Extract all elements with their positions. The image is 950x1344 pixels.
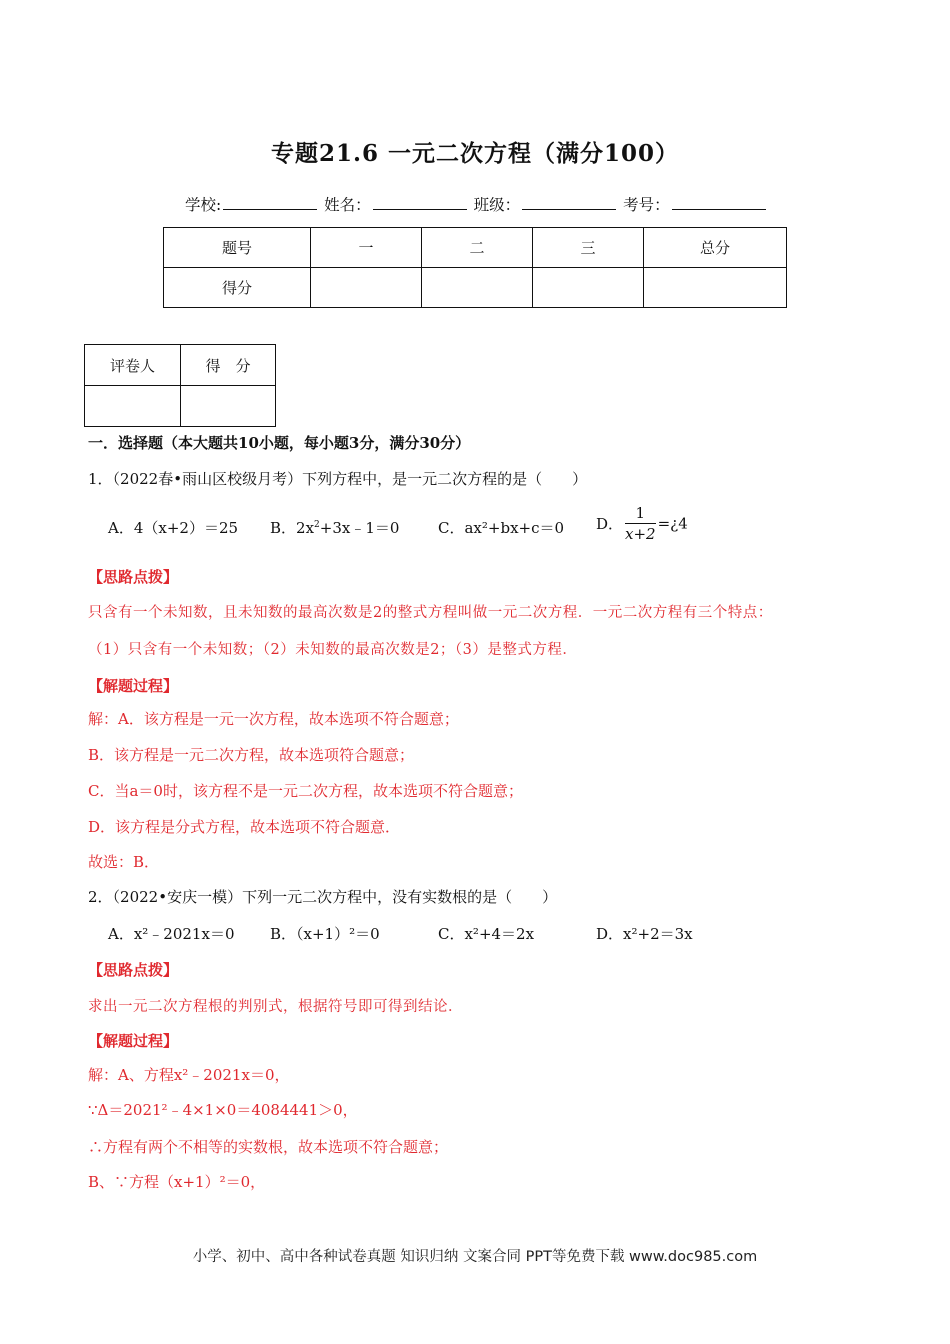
name-blank[interactable] bbox=[373, 195, 467, 210]
q1-hint-line-2: （1）只含有一个未知数；（2）未知数的最高次数是2；（3）是整式方程． bbox=[88, 642, 578, 658]
school-label: 学校: bbox=[185, 196, 222, 214]
page-title: 专题21.6 一元二次方程（满分100） bbox=[270, 140, 680, 167]
page-footer: 小学、初中、高中各种试卷真题 知识归纳 文案合同 PPT等免费下载 www.doc985.com bbox=[192, 1249, 758, 1265]
q2-hint-tag: 【思路点拨】 bbox=[88, 961, 179, 979]
score-table-score-row bbox=[164, 268, 787, 308]
q2-option-c: C．x²+4＝2x bbox=[438, 925, 535, 943]
q1-solution-line-2: B．该方程是一元二次方程，故本选项符合题意； bbox=[88, 746, 415, 764]
score-cell[interactable] bbox=[422, 268, 533, 308]
score-row-label: 得分 bbox=[164, 268, 311, 308]
student-info-line bbox=[185, 193, 768, 215]
class-blank[interactable] bbox=[522, 195, 616, 210]
school-blank[interactable] bbox=[223, 195, 317, 210]
q1-solution-line-4: D．该方程是分式方程，故本选项不符合题意． bbox=[88, 818, 401, 836]
section-title: 一．选择题（本大题共10小题，每小题3分，满分30分） bbox=[88, 434, 471, 452]
q1-option-c: C．ax²+bx+c＝0 bbox=[438, 519, 565, 537]
score-table-header-row bbox=[164, 228, 787, 268]
q1-option-d-label: D． bbox=[596, 515, 624, 533]
q1-option-d-fraction bbox=[625, 503, 656, 544]
score-cell[interactable] bbox=[644, 268, 787, 308]
number-label: 考号： bbox=[623, 196, 670, 214]
q1-stem: 1．（2022春•雨山区校级月考）下列方程中，是一元二次方程的是（ ） bbox=[88, 470, 588, 488]
score-cell[interactable] bbox=[533, 268, 644, 308]
score-cell[interactable] bbox=[311, 268, 422, 308]
grader-header-cell: 评卷人 bbox=[85, 345, 181, 386]
q1-solution-line-1: 解：A．该方程是一元一次方程，故本选项不符合题意； bbox=[88, 710, 459, 728]
q1-solution-line-5: 故选：B． bbox=[88, 853, 160, 871]
q1-option-d-rest: =¿4 bbox=[657, 514, 688, 533]
header-cell: 题号 bbox=[164, 228, 311, 268]
q1-option-b-exponent: 2 bbox=[314, 520, 320, 530]
header-cell: 二 bbox=[422, 228, 533, 268]
q1-solution-tag: 【解题过程】 bbox=[88, 677, 179, 695]
q2-solution-line-2: ∵Δ＝2021²﹣4×1×0＝4084441＞0， bbox=[88, 1101, 358, 1119]
grader-table bbox=[84, 344, 276, 427]
name-label: 姓名： bbox=[324, 196, 371, 214]
q2-option-d: D．x²+2＝3x bbox=[596, 925, 693, 943]
q2-hint-line-1: 求出一元二次方程根的判别式，根据符号即可得到结论． bbox=[88, 999, 463, 1015]
q1-option-b-suffix: +3x﹣1＝0 bbox=[319, 519, 400, 537]
q2-solution-line-1: 解：A、方程x²﹣2021x＝0， bbox=[88, 1066, 290, 1084]
header-cell: 总分 bbox=[644, 228, 787, 268]
grader-header-cell: 得 分 bbox=[181, 345, 276, 386]
q2-stem: 2．（2022•安庆一模）下列一元二次方程中，没有实数根的是（ ） bbox=[88, 888, 558, 906]
q1-solution-line-3: C．当a＝0时，该方程不是一元二次方程，故本选项不符合题意； bbox=[88, 782, 523, 800]
grader-cell[interactable] bbox=[85, 386, 181, 427]
grader-header-row bbox=[85, 345, 276, 386]
q1-option-b bbox=[270, 517, 399, 538]
fraction-numerator: 1 bbox=[625, 503, 656, 524]
fraction-denominator: x+2 bbox=[625, 525, 656, 543]
q1-hint-line-1: 只含有一个未知数，且未知数的最高次数是2的整式方程叫做一元二次方程．一元二次方程有三个特点： bbox=[88, 605, 773, 621]
q2-solution-line-3: ∴方程有两个不相等的实数根，故本选项不符合题意； bbox=[88, 1138, 449, 1156]
q2-solution-tag: 【解题过程】 bbox=[88, 1032, 179, 1050]
header-cell: 一 bbox=[311, 228, 422, 268]
grader-score-cell[interactable] bbox=[181, 386, 276, 427]
q2-solution-line-4: B、∵方程（x+1）²＝0， bbox=[88, 1173, 266, 1191]
q1-hint-tag: 【思路点拨】 bbox=[88, 568, 179, 586]
q1-option-b-prefix: B．2x bbox=[270, 519, 315, 537]
q1-option-a: A．4（x+2）＝25 bbox=[108, 519, 239, 537]
grader-entry-row bbox=[85, 386, 276, 427]
q1-option-d bbox=[596, 503, 688, 544]
number-blank[interactable] bbox=[672, 195, 766, 210]
score-table bbox=[163, 227, 787, 308]
header-cell: 三 bbox=[533, 228, 644, 268]
class-label: 班级： bbox=[473, 196, 521, 214]
q2-option-b: B．（x+1）²＝0 bbox=[270, 925, 380, 943]
q2-option-a: A．x²﹣2021x＝0 bbox=[108, 925, 235, 943]
